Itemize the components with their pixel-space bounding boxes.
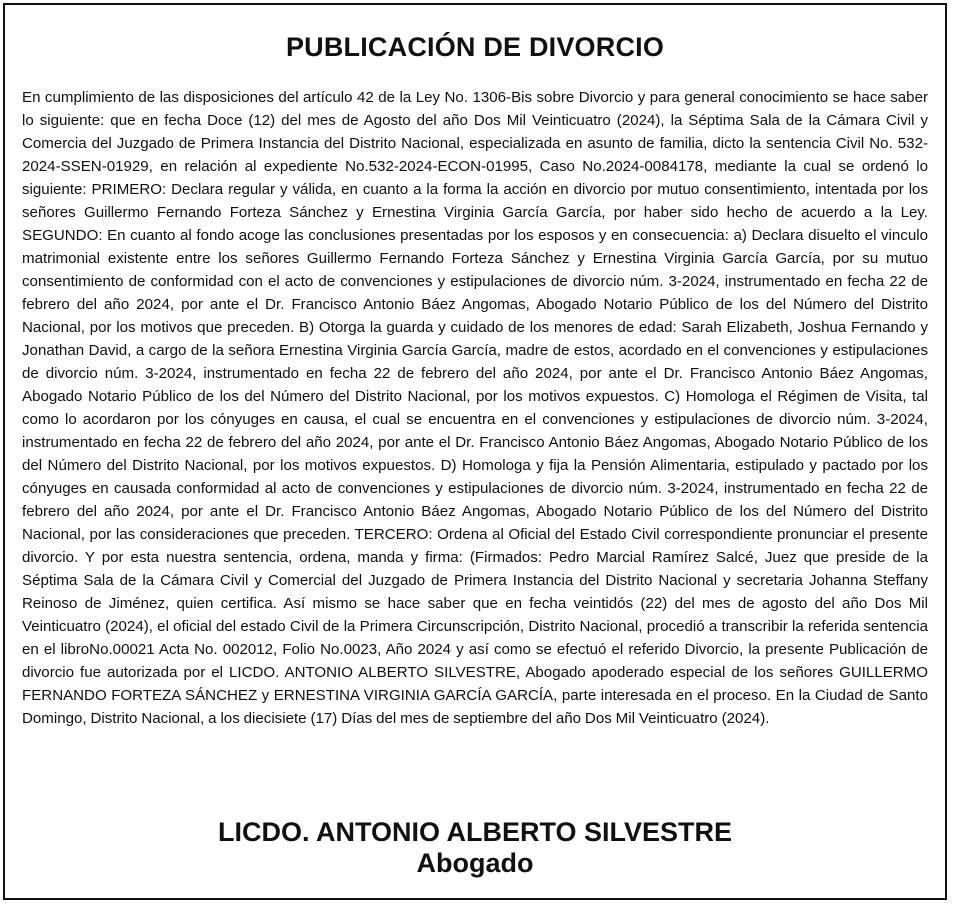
divorce-notice — [3, 3, 947, 900]
signature-role: Abogado — [416, 848, 534, 878]
signature-block — [5, 817, 945, 879]
notice-body: En cumplimiento de las disposiciones del artículo 42 de la Ley No. 1306-Bis sobre Divorcio y para general conocimiento se hace saber lo siguiente: que en fecha Doce (12) del mes de Agosto del año Dos Mil Veinticuatro (2024), la Séptima Sala de la Cámara Civil y Comercia del Juzgado de Primera Instancia del Distrito Nacional, especializada en asunto de familia, dicto la sentencia Civil No. 532-2024-SSEN-01929, en relación al expediente No.532-2024-ECON-01995, Caso No.2024-0084178, mediante la cual se ordenó lo siguiente: PRIMERO: Declara regular y válida, en cuanto a la forma la acción en divorcio por mutuo consentimiento, intentada por los señores Guillermo Fernando Forteza Sánchez y Ernestina Virginia García García, por haber sido hecho de acuerdo a la Ley. SEGUNDO: En cuanto al fondo acoge las conclusiones presentadas por los esposos y en consecuencia: a) Declara disuelto el vinculo matrimonial existente entre los señores Guillermo Fernando Forteza Sánchez y Ernestina Virginia García García, por su mutuo consentimiento de conformidad con el acto de convenciones y estipulaciones de divorcio núm. 3-2024, instrumentado en fecha 22 de febrero del año 2024, por ante el Dr. Francisco Antonio Báez Angomas, Abogado Notario Público de los del Número del Distrito Nacional, por los motivos que preceden. B) Otorga la guarda y cuidado de los menores de edad: Sarah Elizabeth, Joshua Fernando y Jonathan David, a cargo de la señora Ernestina Virginia García García, madre de estos, acordado en el convenciones y estipulaciones de divorcio núm. 3-2024, instrumentado en fecha 22 de febrero del año 2024, por ante el Dr. Francisco Antonio Báez Angomas, Abogado Notario Público de los del Número del Distrito Nacional, por los motivos expuestos. C) Homologa el Régimen de Visita, tal como lo acordaron por los cónyuges en causa, el cual se encuentra en el convenciones y estipulaciones de divorcio núm. 3-2024, instrumentado en fecha 22 de febrero del año 2024, por ante el Dr. Francisco Antonio Báez Angomas, Abogado Notario Público de los del Número del Distrito Nacional, por los motivos expuestos. D) Homologa y fija la Pensión Alimentaria, estipulado y pactado por los cónyuges en causada conformidad al acto de convenciones y estipulaciones de divorcio núm. 3-2024, instrumentado en fecha 22 de febrero del año 2024, por ante el Dr. Francisco Antonio Báez Angomas, Abogado Notario Público de los del Número del Distrito Nacional, por las consideraciones que preceden. TERCERO: Ordena al Oficial del Estado Civil correspondiente pronunciar el presente divorcio. Y por esta nuestra sentencia, ordena, manda y firma: (Firmados: Pedro Marcial Ramírez Salcé, Juez que preside de la Séptima Sala de la Cámara Civil y Comercial del Juzgado de Primera Instancia del Distrito Nacional y secretaria Johanna Steffany Reinoso de Jiménez, quien certifica. Así mismo se hace saber que en fecha veintidós (22) del mes de agosto del año Dos Mil Veinticuatro (2024), el oficial del estado Civil de la Primera Circunscripción, Distrito Nacional, procedió a transcribir la referida sentencia en el libroNo.00021 Acta No. 002012, Folio No.0023, Año 2024 y así como se efectuó el referido Divorcio, la presente Publicación de divorcio fue autorizada por el LICDO. ANTONIO ALBERTO SILVESTRE, Abogado apoderado especial de los señores GUILLERMO FERNANDO FORTEZA SÁNCHEZ y ERNESTINA VIRGINIA GARCÍA GARCÍA, parte interesada en el proceso. En la Ciudad de Santo Domingo, Distrito Nacional, a los diecisiete (17) Días del mes de septiembre del año Dos Mil Veinticuatro (2024). — [22, 89, 928, 727]
notice-title: PUBLICACIÓN DE DIVORCIO — [285, 32, 665, 62]
signature-name: LICDO. ANTONIO ALBERTO SILVESTRE — [217, 817, 733, 847]
